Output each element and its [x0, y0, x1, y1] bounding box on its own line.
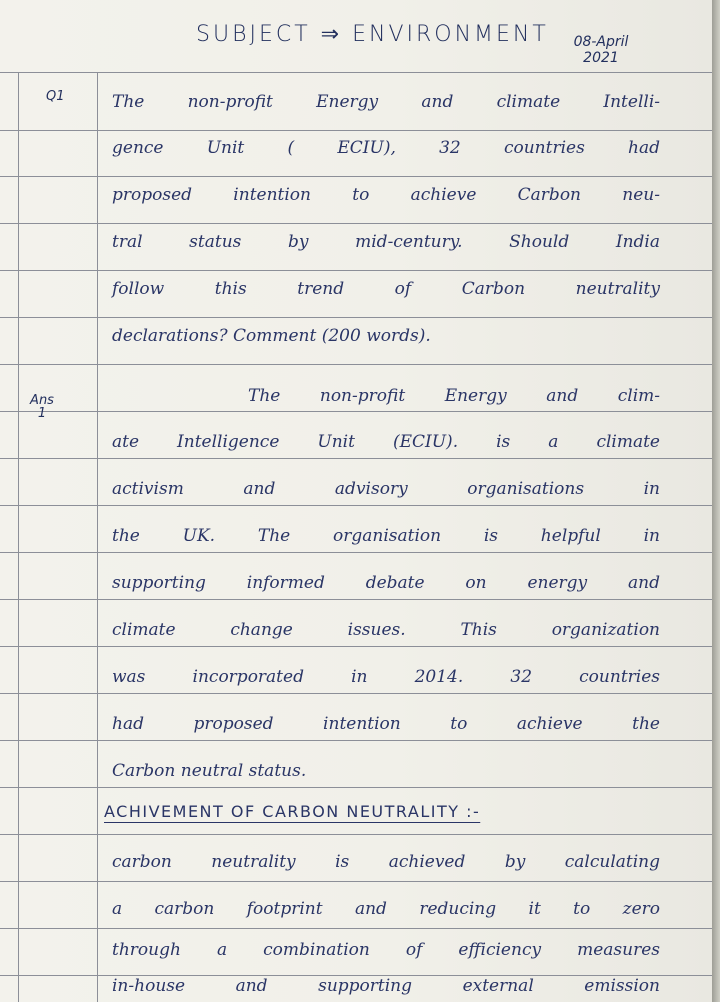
question-line: tral status by mid-century. Should India — [112, 232, 660, 252]
ruled-line — [0, 130, 712, 131]
ruled-line — [0, 411, 712, 412]
answer-label-text: Ans — [30, 393, 54, 408]
answer-label — [28, 394, 56, 420]
ruled-line — [0, 317, 712, 318]
ruled-line — [0, 928, 712, 929]
answer-line: supporting informed debate on energy and — [112, 573, 660, 593]
answer-line: had proposed intention to achieve the — [112, 714, 660, 734]
ruled-line — [0, 458, 712, 459]
answer-line: activism and advisory organisations in — [112, 479, 660, 499]
answer-line: a carbon footprint and reducing it to zero — [112, 899, 660, 919]
subject-heading: SUBJECT ⇒ ENVIRONMENT — [196, 22, 549, 47]
date-day-month: 08-April — [573, 34, 629, 50]
question-line: The non-profit Energy and climate Intelli- — [112, 92, 660, 112]
answer-line: The non-profit Energy and clim- — [248, 386, 660, 406]
ruled-line — [0, 740, 712, 741]
answer-line: carbon neutrality is achieved by calculating — [112, 852, 660, 872]
answer-label-number: 1 — [37, 406, 47, 421]
ruled-line — [0, 176, 712, 177]
margin-line — [97, 72, 98, 1002]
ruled-line — [0, 881, 712, 882]
ruled-line — [0, 599, 712, 600]
answer-line: climate change issues. This organization — [112, 620, 660, 640]
page-edge-shadow — [712, 0, 720, 1002]
date-year: 2021 — [583, 50, 619, 66]
ruled-line — [0, 223, 712, 224]
answer-line: ate Intelligence Unit (ECIU). is a climate — [112, 432, 660, 452]
answer-line: was incorporated in 2014. 32 countries — [112, 667, 660, 687]
ruled-line — [0, 552, 712, 553]
section-heading: ACHIVEMENT OF CARBON NEUTRALITY :- — [104, 802, 481, 821]
ruled-line — [0, 693, 712, 694]
header-rule — [0, 72, 712, 73]
question-label: Q1 — [46, 89, 65, 104]
question-line: declarations? Comment (200 words). — [112, 326, 431, 346]
ruled-line — [0, 270, 712, 271]
question-line: proposed intention to achieve Carbon neu- — [112, 185, 660, 205]
left-margin-line — [18, 72, 19, 1002]
ruled-line — [0, 834, 712, 835]
date — [556, 34, 646, 66]
answer-line: the UK. The organisation is helpful in — [112, 526, 660, 546]
question-line: gence Unit ( ECIU), 32 countries had — [112, 138, 660, 158]
ruled-line — [0, 646, 712, 647]
answer-line: in-house and supporting external emission — [112, 976, 660, 996]
ruled-line — [0, 364, 712, 365]
ruled-line — [0, 505, 712, 506]
ruled-line — [0, 787, 712, 788]
answer-line: through a combination of efficiency measures — [112, 940, 660, 960]
question-line: follow this trend of Carbon neutrality — [112, 279, 660, 299]
answer-line: Carbon neutral status. — [112, 761, 307, 781]
